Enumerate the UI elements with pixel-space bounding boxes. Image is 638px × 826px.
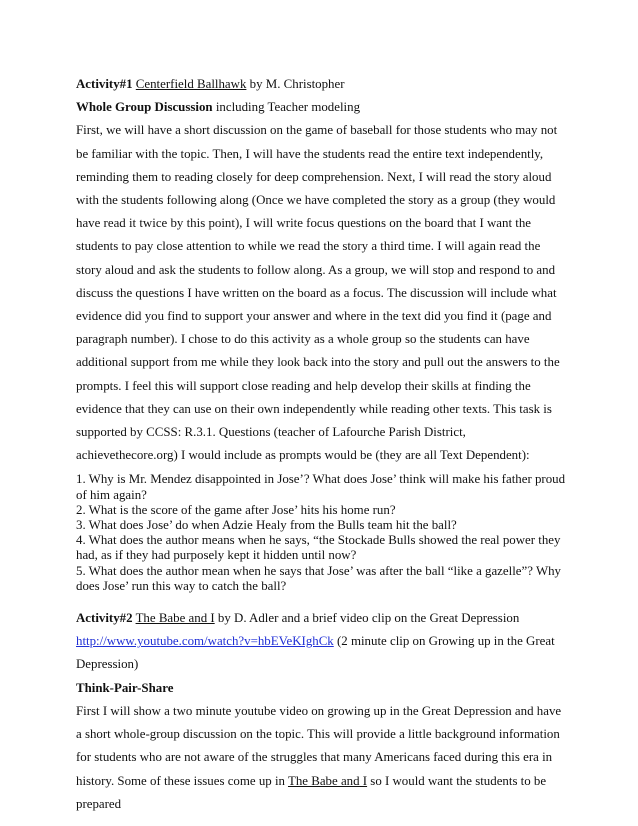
activity2-paragraph-after: so I would want the students to be prepared	[76, 773, 547, 811]
activity2-paragraph	[76, 700, 568, 816]
youtube-link[interactable]: http://www.youtube.com/watch?v=hbEVeKIghCk	[76, 634, 334, 649]
activity2-paragraph-before: First I will show a two minute youtube video on growing up in the Great Depression and have a short whole-group discussion on the topic. This will provide a little background information for students who are not aware of the struggles that many Americans faced during this era in history. Some of these issues come up in	[76, 703, 562, 788]
activity2-heading-bold: Think-Pair-Share	[76, 680, 174, 695]
activity2-heading	[76, 677, 568, 700]
activity1-heading-bold: Whole Group Discussion	[76, 100, 213, 115]
activity2-book-title: The Babe and I	[135, 611, 215, 626]
activity1-heading	[76, 96, 568, 119]
activity2-paragraph-title: The Babe and I	[287, 773, 368, 788]
activity1-heading-rest: including Teacher modeling	[212, 100, 361, 115]
question-item: 4. What does the author means when he says, “the Stockade Bulls showed the real power they had, as if they had purposely kept it hidden until now?	[76, 533, 561, 563]
activity1-label: Activity#1	[76, 77, 133, 91]
activity1-title-line	[76, 73, 568, 96]
activity2-title-line	[76, 607, 568, 630]
question-item: 1. Why is Mr. Mendez disappointed in Jose’? What does Jose’ think will make his father proud of him again?	[76, 472, 566, 502]
question-item: 5. What does the author mean when he says that Jose’ was after the ball “like a gazelle”? Why does Jose’ run this way to catch the ball?	[76, 563, 562, 593]
activity1-paragraph: First, we will have a short discussion on the game of baseball for those students who may not be familiar with the topic. Then, I will have the students read the entire text independently, reminding them to reading closely for deep comprehension. Next, I will read the story aloud with the students following along (Once we have completed the story as a group (they would have read it twice by this point), I will write focus questions on the board that I want the students to pay close attention to while we read the story a third time. I will again read the story aloud and ask the students to follow along. As a group, we will stop and respond to and discuss the questions I have written on the board as a focus. The discussion will include what evidence did you find to support your answer and where in the text did you find it (page and paragraph number). I chose to do this activity as a whole group so the students can have additional support from me while they look back into the story and pull out the answers to the prompts. I feel this will support close reading and help develop their skills at finding the evidence that they can use on their own independently while reading other texts. This task is supported by CCSS: R.3.1. Questions (teacher of Lafourche Parish District, achievethecore.org) I would include as prompts would be (they are all Text Dependent):	[76, 123, 560, 463]
activity1-book-title: Centerfield Ballhawk	[135, 77, 247, 91]
activity2-link-rest: (2 minute clip on Growing up in the Great Depression)	[76, 634, 555, 672]
spacer	[76, 594, 568, 607]
question-item: 2. What is the score of the game after Jose’ hits his home run?	[76, 502, 396, 517]
activity1-author: by M. Christopher	[246, 77, 345, 91]
question-list	[76, 472, 568, 594]
activity2-label: Activity#2	[76, 611, 133, 626]
activity2-link-line	[76, 630, 568, 676]
document-body	[76, 73, 568, 816]
activity2-title-rest: by D. Adler and a brief video clip on the Great Depression	[214, 611, 520, 626]
question-item: 3. What does Jose’ do when Adzie Healy from the Bulls team hit the ball?	[76, 518, 457, 533]
